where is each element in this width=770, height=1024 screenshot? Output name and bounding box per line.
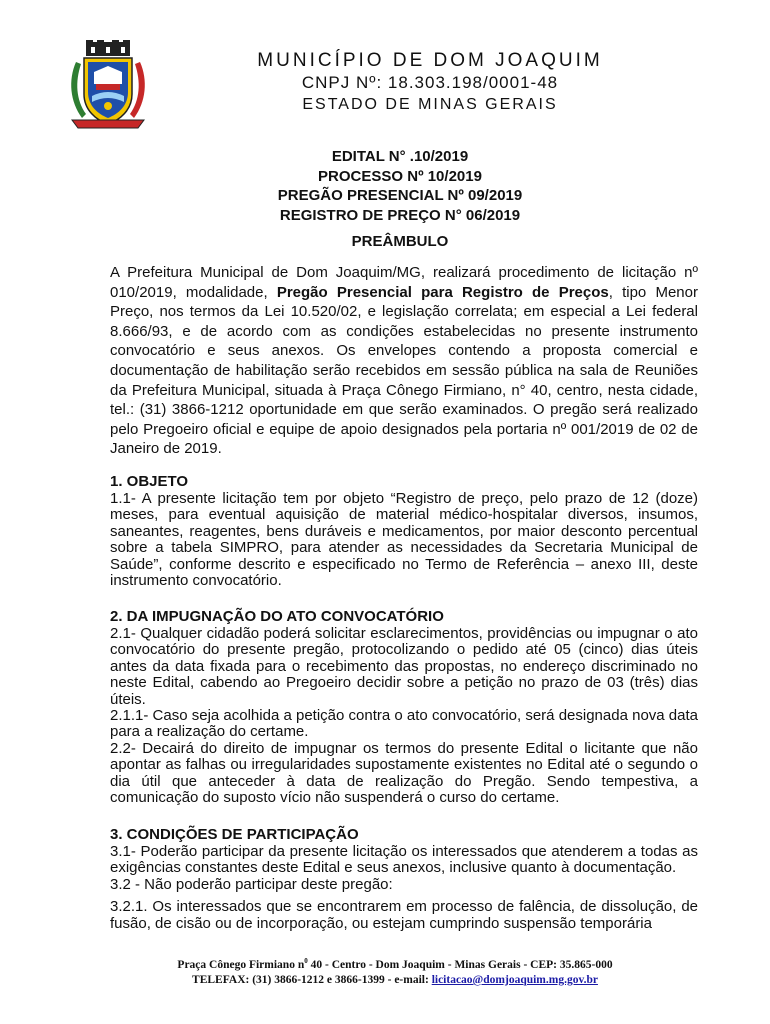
edital-number: EDITAL N° .10/2019 <box>331 148 469 165</box>
edital-header <box>110 147 690 225</box>
footer-address-end: 40 - Centro - Dom Joaquim - Minas Gerais - CEP: 35.865-000 <box>307 958 613 971</box>
preambulo-text-end: , tipo Menor Preço, nos termos da Lei 10.520/02, e legislação correlata; em especial a Lei federal 8.666/93, e de acordo com as condições estabelecidas no presente instrumento convocatório e seus anexos. Os envelopes contendo a proposta comercial e documentação de habilitação serão recebidos em sessão pública na sala de Reuniões da Prefeitura Municipal, situada à Praça Cônego Firmiano, n° 40, centro, nesta cidade, tel.: (31) 3866-1212 oportunidade em que serão examinados. O pregão será realizado pelo Pregoeiro oficial e equipe de apoio designados pela portaria nº 001/2019 de 02 de Janeiro de 2019. <box>110 283 698 458</box>
section-objeto <box>110 472 698 589</box>
letterhead <box>160 50 700 116</box>
clause-3-2: 3.2 - Não poderão participar deste pregão: <box>110 875 393 893</box>
registro-preco-number: REGISTRO DE PREÇO N° 06/2019 <box>279 206 521 224</box>
clause-3-2-1: 3.2.1. Os interessados que se encontrarem em processo de falência, de dissolução, de fusão, de cisão ou de incorporação, ou estejam cumprindo suspensão temporária <box>110 898 698 932</box>
email-link[interactable]: licitacao@domjoaquim.mg.gov.br <box>431 973 598 986</box>
preambulo-text-start: A Prefeitura Municipal de Dom Joaquim/MG, realizará procedimento de licitação nº 010/2019, modalidade, <box>110 264 698 301</box>
preambulo-title: PREÂMBULO <box>351 233 449 250</box>
section-title: 2. DA IMPUGNAÇÃO DO ATO CONVOCATÓRIO <box>110 608 444 625</box>
cnpj-number: CNPJ Nº: 18.303.198/0001-48 <box>301 73 559 92</box>
footer-address <box>90 954 700 973</box>
section-title: 3. CONDIÇÕES DE PARTICIPAÇÃO <box>110 826 359 843</box>
clause-3-1: 3.1- Poderão participar da presente licitação os interessados que atenderem a todas as exigências constantes deste Edital e seus anexos, inclusive quanto à documentação. <box>110 843 698 877</box>
footer-contact <box>90 973 700 988</box>
preambulo-paragraph <box>110 263 698 459</box>
section-participacao <box>110 825 698 932</box>
clause-2-1-1: 2.1.1- Caso seja acolhida a petição contra o ato convocatório, será designada nova data para a realização do certame. <box>110 707 698 741</box>
clause-2-2: 2.2- Decairá do direito de impugnar os termos do presente Edital o licitante que não apontar as falhas ou irregularidades supostamente existentes no Edital até o segundo o dia útil que anteceder à data de realização do Pregão. Sendo tempestiva, a comunicação do suposto vício não suspenderá o curso do certame. <box>110 739 698 807</box>
processo-number: PROCESSO Nº 10/2019 <box>318 167 482 185</box>
coat-of-arms-logo <box>66 40 150 132</box>
clause-1-1: 1.1- A presente licitação tem por objeto “Registro de preço, pelo prazo de 12 (doze) meses, para eventual aquisição de material médico-hospitalar diversos, insumos, saneantes, reagentes, bens duráveis e medicamentos, por maior desconto percentual sobre a tabela SIMPRO, para atender as necessidades da Secretaria Municipal de Saúde”, conforme descrito e especificado no Termo de Referência – anexo III, deste instrumento convocatório. <box>110 490 698 590</box>
state-name: ESTADO DE MINAS GERAIS <box>302 96 558 113</box>
page-footer <box>90 954 700 988</box>
preambulo-section <box>110 263 698 459</box>
footer-address-start: Praça Cônego Firmiano n <box>177 958 305 971</box>
pregao-number: PREGÃO PRESENCIAL Nº 09/2019 <box>277 187 523 204</box>
footer-phones: TELEFAX: (31) 3866-1212 e 3866-1399 - e-mail: <box>192 973 432 986</box>
clause-2-1: 2.1- Qualquer cidadão poderá solicitar esclarecimentos, providências ou impugnar o ato convocatório do presente pregão, protocolizando o pedido até 05 (cinco) dias úteis antes da data fixada para o recebimento das propostas, no endereço discriminado no neste Edital, cabendo ao Pregoeiro decidir sobre a petição no prazo de 03 (três) dias úteis. <box>110 625 698 708</box>
footer-address-sup: 0 <box>304 957 308 965</box>
municipality-name: MUNICÍPIO DE DOM JOAQUIM <box>257 50 603 71</box>
section-title: 1. OBJETO <box>110 473 189 490</box>
section-impugnacao <box>110 607 698 806</box>
preambulo-text-bold: Pregão Presencial para Registro de Preços <box>276 283 609 301</box>
